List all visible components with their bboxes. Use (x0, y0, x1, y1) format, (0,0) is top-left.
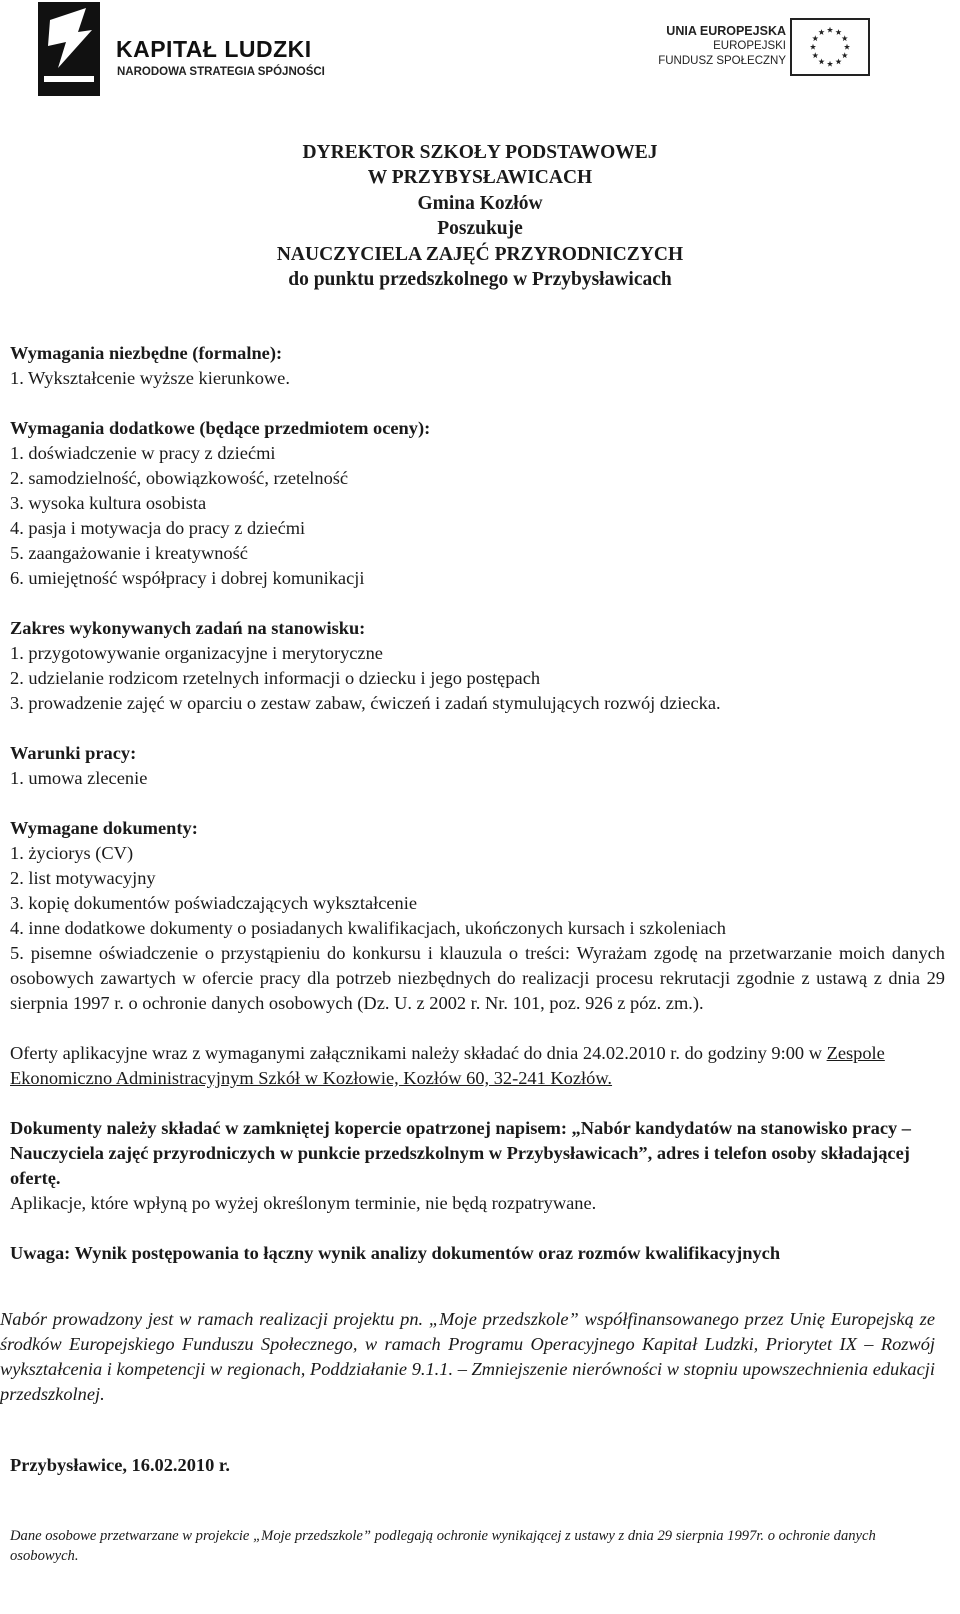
list-item: 5. pisemne oświadczenie o przystąpieniu do konkursu i klauzula o treści: Wyrażam zgodę na przetwarzanie moich danych osobowych zawartych w ofercie pracy dla potrzeb niezbędnych do realizacji procesu rekrutacji zgodnie z ustawą z dnia 29 sierpnia 1997 r. o ochronie danych osobowych (Dz. U. z 2002 r. Nr. 101, poz. 926 z póz. zm.). (10, 943, 945, 1013)
list-item: 2. samodzielność, obowiązkowość, rzetelność (10, 468, 349, 488)
eu-logo-line3: FUNDUSZ SPOŁECZNY (658, 55, 786, 67)
envelope-instructions: Dokumenty należy składać w zamkniętej kopercie opatrzonej napisem: „Nabór kandydatów na stanowisko pracy – Nauczyciela zajęć przyrodniczych w punkcie przedszkolnym w Przybysławicach”, adres i telefon osoby składającej ofertę. (10, 1118, 911, 1188)
title-line-3: Gmina Kozłów (417, 192, 543, 214)
kapital-ludzki-subtitle: NARODOWA STRATEGIA SPÓJNOŚCI (117, 66, 325, 78)
list-item: 1. przygotowywanie organizacyjne i merytoryczne (10, 643, 383, 663)
funding-statement: Nabór prowadzony jest w ramach realizacji projektu pn. „Moje przedszkole” współfinansowanego przez Unię Europejską ze środków Europejskiego Funduszu Społecznego, w ramach Programu Operacyjnego Kapitał Ludzki, Priorytet IX – Rozwój wykształcenia i kompetencji w regionach, Poddziałanie 9.1.1. – Zmniejszenie nierówności w stopniu upowszechnienia edukacji przedszkolnej. (0, 1309, 935, 1404)
list-item: 1. doświadczenie w pracy z dziećmi (10, 443, 276, 463)
title-line-4: Poszukuje (437, 218, 523, 240)
tasks-heading: Zakres wykonywanych zadań na stanowisku: (10, 618, 366, 638)
conditions-heading: Warunki pracy: (10, 743, 137, 763)
announcement-title (0, 140, 960, 292)
list-item: 6. umiejętność współpracy i dobrej komunikacji (10, 568, 365, 588)
announcement-body (10, 341, 945, 1266)
list-item: 4. inne dodatkowe dokumenty o posiadanych kwalifikacjach, ukończonych kursach i szkoleniach (10, 918, 726, 938)
title-line-1: DYREKTOR SZKOŁY PODSTAWOWEJ (302, 142, 658, 163)
list-item: 1. umowa zlecenie (10, 768, 148, 788)
title-line-6: do punktu przedszkolnego w Przybysławicach (288, 269, 672, 291)
list-item: 3. kopię dokumentów poświadczających wykształcenie (10, 893, 418, 913)
eu-logo-text (658, 24, 786, 69)
list-item: 2. list motywacyjny (10, 868, 156, 888)
list-item: 2. udzielanie rodzicom rzetelnych informacji o dziecku i jego postępach (10, 668, 541, 688)
kapital-ludzki-logo (38, 2, 338, 98)
title-line-2: W PRZYBYSŁAWICACH (367, 167, 593, 189)
list-item: 4. pasja i motywacja do pracy z dziećmi (10, 518, 306, 538)
eu-logo-line2: EUROPEJSKI (713, 40, 786, 52)
list-item: 1. Wykształcenie wyższe kierunkowe. (10, 368, 290, 388)
offers-paragraph (10, 1041, 945, 1091)
list-item: 5. zaangażowanie i kreatywność (10, 543, 248, 563)
eu-flag-icon (790, 18, 870, 76)
kapital-ludzki-emblem-icon (38, 2, 100, 96)
notice-text: Uwaga: Wynik postępowania to łączny wynik analizy dokumentów oraz rozmów kwalifikacyjnych (10, 1243, 781, 1263)
kapital-ludzki-title: KAPITAŁ LUDZKI (116, 36, 312, 62)
list-item: 3. wysoka kultura osobista (10, 493, 207, 513)
title-line-5: NAUCZYCIELA ZAJĘĆ PRZYRODNICZYCH (276, 243, 684, 265)
list-item: 3. prowadzenie zajęć w oparciu o zestaw zabaw, ćwiczeń i zadań stymulujących rozwój dziecka. (10, 693, 721, 713)
offers-text: Oferty aplikacyjne wraz z wymaganymi załącznikami należy składać do dnia 24.02.2010 r. do godziny 9:00 w (10, 1043, 827, 1063)
offers-address: Zespole Ekonomiczno Administracyjnym Szkół w Kozłowie, Kozłów 60, 32-241 Kozłów. (10, 1043, 885, 1088)
formal-requirements-heading: Wymagania niezbędne (formalne): (10, 343, 283, 363)
eu-logo-line1: UNIA EUROPEJSKA (666, 24, 786, 38)
data-protection-footnote: Dane osobowe przetwarzane w projekcie „Moje przedszkole” podlegają ochronie wynikającej z ustawy z dnia 29 sierpnia 1997r. o ochronie danych osobowych. (10, 1528, 876, 1564)
documents-heading: Wymagane dokumenty: (10, 818, 198, 838)
late-applications-note: Aplikacje, które wpłyną po wyżej określonym terminie, nie będą rozpatrywane. (10, 1193, 597, 1213)
place-and-date: Przybysławice, 16.02.2010 r. (10, 1455, 230, 1475)
additional-requirements-heading: Wymagania dodatkowe (będące przedmiotem oceny): (10, 418, 431, 438)
list-item: 1. życiorys (CV) (10, 843, 134, 863)
eu-logo (650, 18, 890, 82)
